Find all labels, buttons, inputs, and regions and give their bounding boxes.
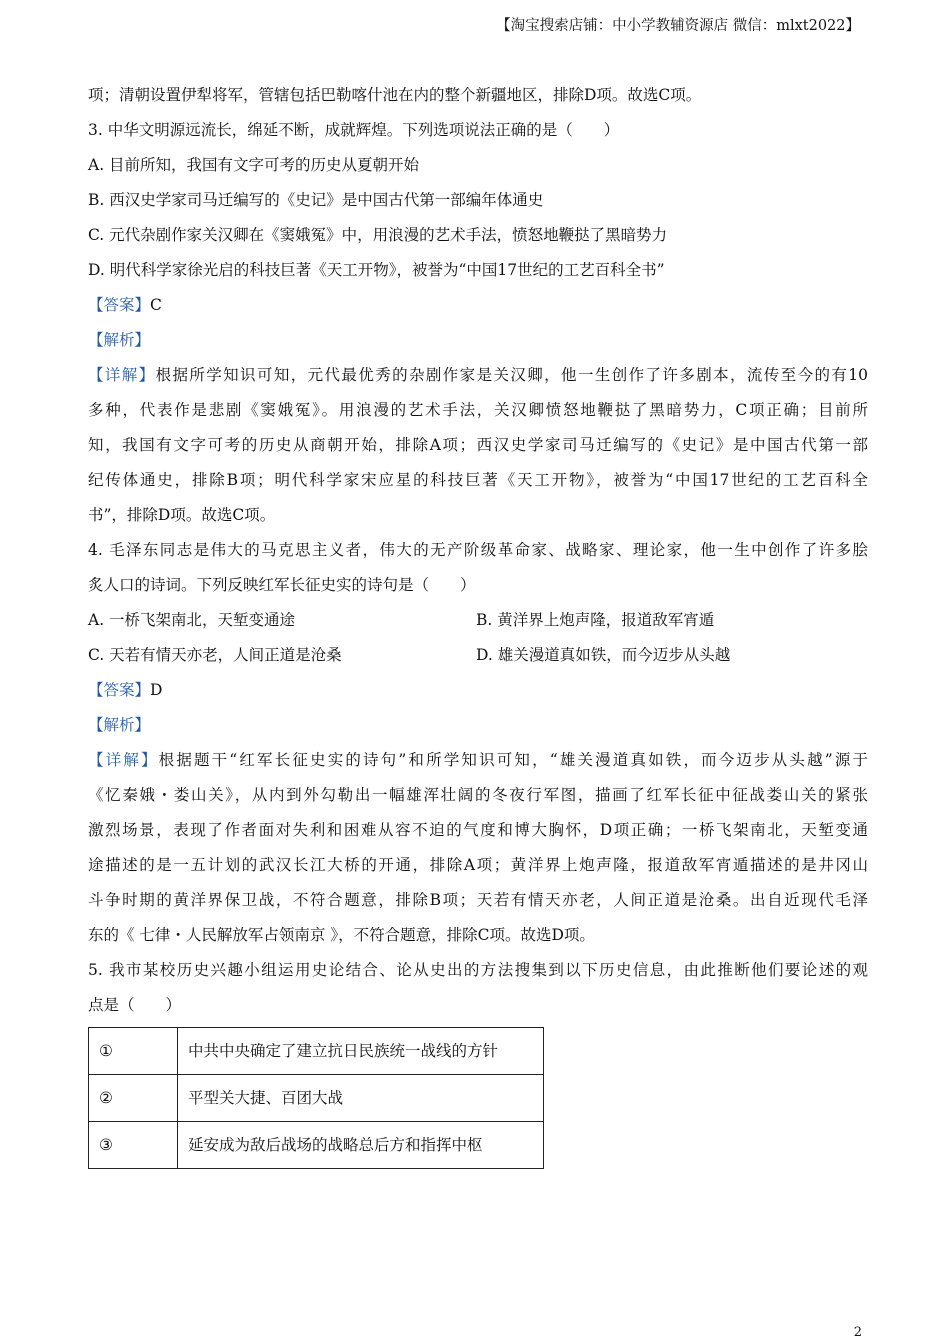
q3-stem: 3. 中华文明源远流长，绵延不断，成就辉煌。下列选项说法正确的是（ ）	[88, 121, 620, 139]
page-header: 【淘宝搜索店铺：中小学教辅资源店 微信：mlxt2022】	[496, 18, 860, 34]
table-cell-text: 延安成为敌后战场的战略总后方和指挥中枢	[178, 1122, 544, 1169]
q4-detail-line: 【详解】根据题干“红军长征史实的诗句”和所学知识可知，“雄关漫道真如铁，而今迈步从头越”源于	[88, 751, 868, 769]
q3-detail-line: 知，我国有文字可考的历史从商朝开始，排除A项；西汉史学家司马迁编写的《史记》是中国古代第一部	[88, 436, 868, 454]
q4-detail-line: 途描述的是一五计划的武汉长江大桥的开通，排除A项；黄洋界上炮声隆，报道敌军宵遁描述的是井冈山	[88, 856, 868, 874]
table-cell-number: ③	[89, 1122, 178, 1169]
table-row	[89, 1075, 544, 1122]
q4-detail-line: 激烈场景，表现了作者面对失利和困难从容不迫的气度和博大胸怀，D项正确；一桥飞架南北，天堑变通	[88, 821, 868, 839]
q3-option-a: A. 目前所知，我国有文字可考的历史从夏朝开始	[88, 156, 420, 174]
q5-stem: 5. 我市某校历史兴趣小组运用史论结合、论从史出的方法搜集到以下历史信息，由此推断他们要论述的观	[88, 961, 868, 979]
table-cell-number: ①	[89, 1028, 178, 1075]
q4-stem: 炙人口的诗词。下列反映红军长征史实的诗句是（ ）	[88, 576, 476, 594]
q3-detail-line: 【详解】根据所学知识可知，元代最优秀的杂剧作家是关汉卿，他一生创作了许多剧本，流传至今的有10	[88, 366, 868, 384]
q3-detail-line: 书”，排除D项。故选C项。	[88, 506, 276, 524]
analysis-tag: 【解析】	[88, 331, 151, 349]
q4-detail-line: 东的《 七律・人民解放军占领南京 》，不符合题意，排除C项。故选D项。	[88, 926, 595, 944]
answer-tag: 【答案】	[88, 681, 151, 699]
q4-options-row	[88, 603, 868, 638]
q4-answer	[88, 673, 868, 708]
detail-tag: 【详解】	[88, 751, 159, 769]
table-cell-text: 平型关大捷、百团大战	[178, 1075, 544, 1122]
q4-analysis	[88, 708, 868, 743]
document-body	[88, 78, 868, 1169]
q3-answer	[88, 288, 868, 323]
q4-options-row	[88, 638, 868, 673]
q3-option-c: C. 元代杂剧作家关汉卿在《窦娥冤》中，用浪漫的艺术手法，愤怒地鞭挞了黑暗势力	[88, 226, 668, 244]
table-cell-number: ②	[89, 1075, 178, 1122]
table-row	[89, 1122, 544, 1169]
q4-option-d: D. 雄关漫道真如铁，而今迈步从头越	[476, 646, 731, 664]
answer-value: D	[150, 681, 163, 699]
detail-tag: 【详解】	[88, 366, 156, 384]
q4-detail-line: 斗争时期的黄洋界保卫战，不符合题意，排除B项；天若有情天亦老，人间正道是沧桑。出自近现代毛泽	[88, 891, 868, 909]
q4-option-c: C. 天若有情天亦老，人间正道是沧桑	[88, 646, 342, 664]
q3-option-d: D. 明代科学家徐光启的科技巨著《天工开物》，被誉为“中国17世纪的工艺百科全书”	[88, 261, 665, 279]
page-number: 2	[853, 1325, 862, 1340]
q4-option-a: A. 一桥飞架南北，天堑变通途	[88, 611, 296, 629]
q3-detail-line: 纪传体通史，排除B项；明代科学家宋应星的科技巨著《天工开物》，被誉为“中国17世纪的工艺百科全	[88, 471, 868, 489]
table-cell-text: 中共中央确定了建立抗日民族统一战线的方针	[178, 1028, 544, 1075]
q5-info-table	[88, 1027, 544, 1169]
previous-answer-tail: 项；清朝设置伊犁将军，管辖包括巴勒喀什池在内的整个新疆地区，排除D项。故选C项。	[88, 86, 702, 104]
q3-detail-line: 多种，代表作是悲剧《窦娥冤》。用浪漫的艺术手法，关汉卿愤怒地鞭挞了黑暗势力，C项正确；目前所	[88, 401, 868, 419]
q4-option-b: B. 黄洋界上炮声隆，报道敌军宵遁	[476, 611, 715, 629]
q3-analysis	[88, 323, 868, 358]
answer-value: C	[150, 296, 162, 314]
analysis-tag: 【解析】	[88, 716, 151, 734]
answer-tag: 【答案】	[88, 296, 151, 314]
q4-stem: 4. 毛泽东同志是伟大的马克思主义者，伟大的无产阶级革命家、战略家、理论家，他一生中创作了许多脍	[88, 541, 868, 559]
table-row	[89, 1028, 544, 1075]
q4-detail-line: 《忆秦娥・娄山关》，从内到外勾勒出一幅雄浑壮阔的冬夜行军图，描画了红军长征中征战娄山关的紧张	[88, 786, 868, 804]
q3-option-b: B. 西汉史学家司马迁编写的《史记》是中国古代第一部编年体通史	[88, 191, 544, 209]
q5-stem: 点是（ ）	[88, 996, 182, 1014]
